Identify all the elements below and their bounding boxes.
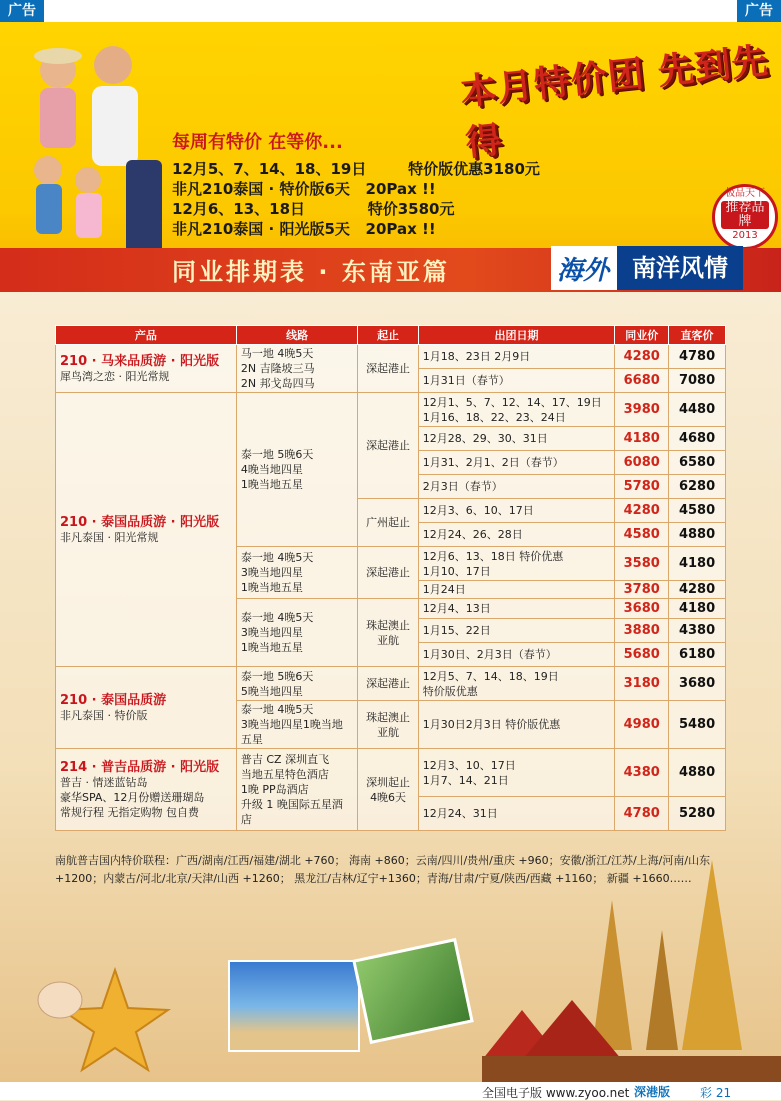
brand-part-a: 海外 xyxy=(557,256,610,286)
product-name: 210 · 马来品质游 · 阳光版 xyxy=(60,353,220,369)
col-product: 产品 xyxy=(56,326,237,345)
product-cell xyxy=(56,749,237,831)
product-subtitle: 普吉 · 情迷蓝钻岛 豪华SPA、12月份赠送珊瑚岛 常规行程 无指定购物 包自费 xyxy=(60,775,205,819)
start-end-cell: 深起港止 xyxy=(358,345,418,393)
retail-price-cell: 4580 xyxy=(669,499,726,523)
route-cell: 马一地 4晚5天 2N 吉隆坡三马 2N 邦戈岛四马 xyxy=(236,345,358,393)
trade-price-cell: 4980 xyxy=(615,701,669,749)
trade-price-cell: 4280 xyxy=(615,499,669,523)
departure-dates-cell: 2月3日（春节） xyxy=(418,475,615,499)
recommended-brand-seal xyxy=(712,184,778,250)
table-row xyxy=(56,345,726,369)
trade-price-cell: 3680 xyxy=(615,599,669,619)
trade-price-cell: 3580 xyxy=(615,547,669,581)
departure-dates-cell: 12月6、13、18日 特价优惠 1月10、17日 xyxy=(418,547,615,581)
start-end-cell: 深起港止 xyxy=(358,547,418,599)
retail-price-cell: 4380 xyxy=(669,619,726,643)
route-cell: 泰一地 4晚5天 3晚当地四星 1晚当地五星 xyxy=(236,547,358,599)
offer-line: 非凡210泰国 · 特价版6天 20Pax !! xyxy=(172,180,436,198)
route-cell: 泰一地 5晚6天 5晚当地四星 xyxy=(236,667,358,701)
trade-price-cell: 4580 xyxy=(615,523,669,547)
trade-price-cell: 5780 xyxy=(615,475,669,499)
retail-price-cell: 4180 xyxy=(669,547,726,581)
departure-dates-cell: 12月1、5、7、12、14、17、19日 1月16、18、22、23、24日 xyxy=(418,393,615,427)
departure-dates-cell: 1月24日 xyxy=(418,581,615,599)
col-trade-price: 同业价 xyxy=(615,326,669,345)
product-name: 210 · 泰国品质游 · 阳光版 xyxy=(60,514,220,530)
starfish-shells xyxy=(20,960,210,1080)
brand-part-b: 南洋风情 xyxy=(617,246,743,290)
retail-price-cell: 6280 xyxy=(669,475,726,499)
start-end-cell: 深起港止 xyxy=(358,393,418,499)
retail-price-cell: 6580 xyxy=(669,451,726,475)
retail-price-cell: 6180 xyxy=(669,643,726,667)
trade-price-cell: 3780 xyxy=(615,581,669,599)
footer-page-number: 彩 21 xyxy=(700,1086,732,1100)
departure-dates-cell: 1月30日、2月3日（春节） xyxy=(418,643,615,667)
departure-dates-cell: 1月31日（春节） xyxy=(418,369,615,393)
family-photo xyxy=(18,30,168,260)
route-cell: 泰一地 4晚5天 3晚当地四星 1晚当地五星 xyxy=(236,599,358,667)
departure-dates-cell: 12月28、29、30、31日 xyxy=(418,427,615,451)
domestic-connection-note: 南航普吉国内特价联程：广西/湖南/江西/福建/湖北 +760； 海南 +860；云南/四川/贵州/重庆 +960；安徽/浙江/江苏/上海/河南/山东 +1200；内蒙古/河北/北京/天津/山西 +1260； 黑龙江/吉林/辽宁+1360；青海/甘肃/宁夏/陕西/西藏 +1160； 新疆 +1660…… xyxy=(55,854,711,885)
seal-main: 推荐品牌 xyxy=(721,201,769,229)
departure-dates-cell: 1月30日2月3日 特价版优惠 xyxy=(418,701,615,749)
retail-price-cell: 4880 xyxy=(669,749,726,797)
trade-price-cell: 4380 xyxy=(615,749,669,797)
retail-price-cell: 4780 xyxy=(669,345,726,369)
retail-price-cell: 4280 xyxy=(669,581,726,599)
col-route: 线路 xyxy=(236,326,358,345)
route-cell: 泰一地 4晚5天 3晚当地四星1晚当地 五星 xyxy=(236,701,358,749)
trade-price-cell: 4280 xyxy=(615,345,669,369)
start-end-cell: 深圳起止 4晚6天 xyxy=(358,749,418,831)
departure-dates-cell: 12月24、31日 xyxy=(418,797,615,831)
route-cell: 泰一地 5晚6天 4晚当地四星 1晚当地五星 xyxy=(236,393,358,547)
seal-year: 2013 xyxy=(732,230,758,241)
weekly-offer-title: 每周有特价 在等你... xyxy=(172,132,343,153)
retail-price-cell: 3680 xyxy=(669,667,726,701)
trade-price-cell: 5680 xyxy=(615,643,669,667)
trade-price-cell: 6680 xyxy=(615,369,669,393)
departure-dates-cell: 12月3、6、10、17日 xyxy=(418,499,615,523)
retail-price-cell: 4880 xyxy=(669,523,726,547)
trade-price-cell: 4180 xyxy=(615,427,669,451)
departure-dates-cell: 1月31、2月1、2日（春节） xyxy=(418,451,615,475)
product-subtitle: 非凡泰国 · 阳光常规 xyxy=(60,530,159,544)
departure-dates-cell: 1月15、22日 xyxy=(418,619,615,643)
seal-top: 极品天下 xyxy=(725,188,765,199)
brand-logo xyxy=(551,246,743,290)
departure-dates-cell: 12月3、10、17日 1月7、14、21日 xyxy=(418,749,615,797)
departure-dates-cell: 12月5、7、14、18、19日 特价版优惠 xyxy=(418,667,615,701)
page-subtitle: 同业排期表 · 东南亚篇 xyxy=(172,258,450,286)
retail-price-cell: 7080 xyxy=(669,369,726,393)
beach-resort-photo xyxy=(228,960,360,1052)
departure-dates-cell: 12月24、26、28日 xyxy=(418,523,615,547)
start-end-cell: 珠起澳止 亚航 xyxy=(358,701,418,749)
retail-price-cell: 5280 xyxy=(669,797,726,831)
trade-price-cell: 4780 xyxy=(615,797,669,831)
schedule-table xyxy=(55,325,726,831)
offer-line: 非凡210泰国 · 阳光版5天 20Pax !! xyxy=(172,220,436,238)
thai-temple-illustration xyxy=(482,860,781,1082)
start-end-cell: 广州起止 xyxy=(358,499,418,547)
ad-tag-left: 广告 xyxy=(0,0,44,22)
start-end-cell: 深起港止 xyxy=(358,667,418,701)
start-end-cell: 珠起澳止 亚航 xyxy=(358,599,418,667)
product-cell xyxy=(56,393,237,667)
product-name: 210 · 泰国品质游 xyxy=(60,692,167,708)
trade-price-cell: 6080 xyxy=(615,451,669,475)
col-dates: 出团日期 xyxy=(418,326,615,345)
departure-dates-cell: 12月4、13日 xyxy=(418,599,615,619)
retail-price-cell: 5480 xyxy=(669,701,726,749)
top-bar xyxy=(0,0,781,22)
offer-line: 12月5、7、14、18、19日 特价版优惠3180元 xyxy=(172,160,540,178)
trade-price-cell: 3180 xyxy=(615,667,669,701)
product-name: 214 · 普吉品质游 · 阳光版 xyxy=(60,759,220,775)
product-cell xyxy=(56,345,237,393)
table-header-row xyxy=(56,326,726,345)
offer-line: 12月6、13、18日 特价3580元 xyxy=(172,200,455,218)
retail-price-cell: 4180 xyxy=(669,599,726,619)
departure-dates-cell: 1月18、23日 2月9日 xyxy=(418,345,615,369)
col-start-end: 起止 xyxy=(358,326,418,345)
product-subtitle: 犀鸟湾之恋 · 阳光常规 xyxy=(60,369,170,383)
retail-price-cell: 4480 xyxy=(669,393,726,427)
trade-price-cell: 3980 xyxy=(615,393,669,427)
footer-url: 全国电子版 www.zyoo.net xyxy=(482,1086,630,1100)
col-retail-price: 直客价 xyxy=(669,326,726,345)
ad-tag-right: 广告 xyxy=(737,0,781,22)
table-row xyxy=(56,749,726,797)
table-row xyxy=(56,667,726,701)
trade-price-cell: 3880 xyxy=(615,619,669,643)
product-cell xyxy=(56,667,237,749)
retail-price-cell: 4680 xyxy=(669,427,726,451)
table-row xyxy=(56,393,726,427)
footer-edition: 深港版 xyxy=(634,1085,671,1099)
slogan: 本月特价团 先到先得 xyxy=(458,40,771,165)
route-cell: 普吉 CZ 深圳直飞 当地五星特色酒店 1晚 PP岛酒店 升级 1 晚国际五星酒 店 xyxy=(236,749,358,831)
product-subtitle: 非凡泰国 · 特价版 xyxy=(60,708,148,722)
